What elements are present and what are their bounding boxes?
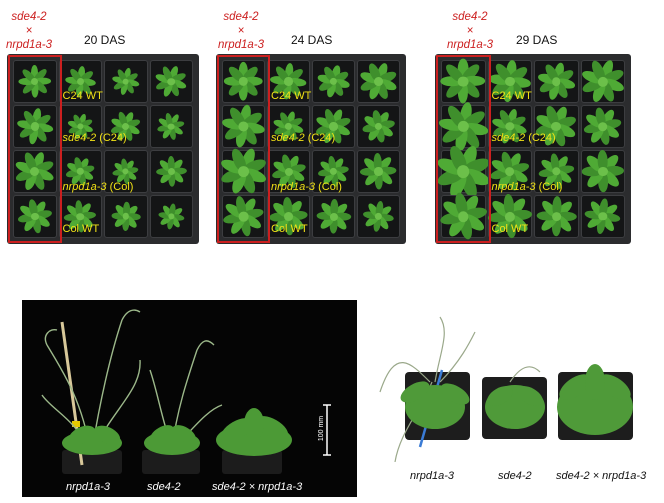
pot xyxy=(534,195,579,238)
row-genotype: C24 WT xyxy=(62,89,103,102)
rosette-center xyxy=(168,214,174,220)
pot xyxy=(581,150,626,193)
rosette xyxy=(359,62,399,102)
cross-label-panel1: sde4-2 × nrpd1a-3 xyxy=(5,11,53,51)
rosette-center xyxy=(168,168,175,175)
row-genotype: nrpd1a-3 xyxy=(271,181,316,193)
pot xyxy=(581,195,626,238)
row-background: (Col) xyxy=(106,181,134,193)
row-label xyxy=(271,223,308,235)
cross-highlight-box xyxy=(217,55,270,243)
row-background: (C24) xyxy=(304,131,336,144)
rosette-center xyxy=(375,213,382,220)
rosette-center xyxy=(330,78,338,86)
rosette xyxy=(111,67,140,96)
das-label-panel1: 20 DAS xyxy=(84,33,126,47)
das-label-panel2: 24 DAS xyxy=(291,33,333,47)
rosette xyxy=(154,65,188,99)
pot xyxy=(150,60,194,103)
rosette-center xyxy=(330,213,338,221)
pot xyxy=(104,60,148,103)
rosette-center xyxy=(77,168,84,175)
scale-bar-label: 100 mm xyxy=(318,415,326,442)
rosette-center xyxy=(122,213,129,220)
row-label xyxy=(492,181,563,193)
row-label xyxy=(271,132,335,144)
rosette xyxy=(316,64,350,98)
row-genotype: sde4-2 xyxy=(491,131,526,144)
row-genotype: C24 WT xyxy=(271,89,312,102)
rosette xyxy=(535,196,577,238)
pot xyxy=(104,195,148,238)
cross-highlight-box xyxy=(8,55,62,243)
row-label xyxy=(63,223,100,235)
row-genotype: C24 WT xyxy=(491,89,532,102)
pot xyxy=(150,105,194,148)
rosette-center xyxy=(599,212,607,220)
rosette-center xyxy=(506,122,514,130)
rosette xyxy=(158,203,185,230)
rosette xyxy=(360,153,398,191)
caption-right-nrpd1a3: nrpd1a-3 xyxy=(410,470,455,482)
rosette-center xyxy=(77,78,84,85)
plant-tray-29das xyxy=(435,54,631,244)
rosette xyxy=(315,198,351,234)
pot xyxy=(357,60,400,103)
row-genotype: sde4-2 xyxy=(62,131,97,144)
rosette xyxy=(580,58,626,104)
pot xyxy=(150,195,194,238)
pot xyxy=(357,105,400,148)
rosette-center xyxy=(552,167,560,175)
plant-tray-20das xyxy=(7,54,199,244)
row-genotype: sde4-2 xyxy=(271,131,305,144)
rosette-center xyxy=(122,123,129,130)
rosette-center xyxy=(123,78,129,84)
rosette xyxy=(361,109,395,143)
photo-mature-plants-black-bg xyxy=(22,300,357,497)
rosette xyxy=(536,62,576,102)
row-genotype: Col WT xyxy=(271,222,308,235)
pot xyxy=(150,150,194,193)
rosette xyxy=(584,198,621,235)
pot xyxy=(581,105,626,148)
rosette-center xyxy=(77,124,83,130)
rosette xyxy=(157,112,186,141)
row-label xyxy=(492,223,529,235)
caption-left-double: sde4-2 × nrpd1a-3 xyxy=(212,481,303,493)
rosette-center xyxy=(598,167,608,177)
pot xyxy=(312,60,355,103)
row-genotype: Col WT xyxy=(62,222,100,235)
row-genotype: nrpd1a-3 xyxy=(491,181,536,193)
row-label xyxy=(492,90,532,102)
caption-left-sde42: sde4-2 xyxy=(147,481,181,493)
rosette-center xyxy=(285,168,293,176)
cross-highlight-box xyxy=(436,55,491,243)
rosette-center xyxy=(168,123,174,129)
row-background: (C24) xyxy=(96,131,127,144)
row-label xyxy=(271,90,311,102)
row-label xyxy=(492,132,556,144)
pot xyxy=(534,60,579,103)
cross-label-panel2: sde4-2 × nrpd1a-3 xyxy=(217,11,265,51)
caption-right-double: sde4-2 × nrpd1a-3 xyxy=(556,470,647,482)
row-label xyxy=(63,132,127,144)
rosette xyxy=(362,200,394,232)
row-label xyxy=(63,181,134,193)
pot xyxy=(357,195,400,238)
mature-plants-illustration-white xyxy=(370,312,660,462)
rosette-center xyxy=(505,77,515,87)
rosette-center xyxy=(551,122,561,132)
rosette xyxy=(111,201,141,231)
cross-label-panel3: sde4-2 × nrpd1a-3 xyxy=(446,11,494,51)
row-background: (C24) xyxy=(525,131,556,144)
row-genotype: nrpd1a-3 xyxy=(62,181,107,193)
row-label xyxy=(271,181,342,193)
row-background: (Col) xyxy=(315,181,342,193)
row-background: (Col) xyxy=(535,181,563,193)
photo-mature-plants-white-bg xyxy=(370,312,660,502)
plant-tray-24das xyxy=(216,54,406,244)
das-label-panel3: 29 DAS xyxy=(516,33,558,47)
pot xyxy=(312,195,355,238)
pot xyxy=(357,150,400,193)
pot xyxy=(581,60,626,103)
rosette-center xyxy=(123,169,129,175)
rosette xyxy=(581,150,625,194)
row-label xyxy=(63,90,103,102)
caption-left-nrpd1a3: nrpd1a-3 xyxy=(66,481,111,493)
rosette-center xyxy=(330,168,337,175)
row-genotype: Col WT xyxy=(491,222,529,235)
mature-plants-illustration xyxy=(22,300,357,497)
rosette xyxy=(583,107,623,147)
caption-right-sde42: sde4-2 xyxy=(498,470,532,482)
rosette xyxy=(155,156,187,188)
rosette-center xyxy=(285,123,292,130)
rosette-center xyxy=(375,123,383,131)
